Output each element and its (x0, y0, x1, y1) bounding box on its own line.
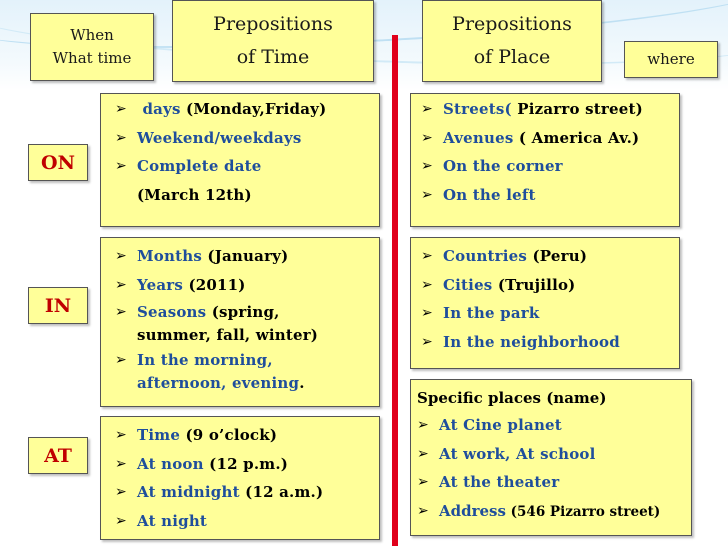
on-place-list (421, 95, 679, 209)
list-item: ➢ At noon (12 p.m.) (115, 450, 379, 479)
at-label-box (28, 437, 88, 474)
list-item: ➢ At the theater (417, 468, 691, 497)
list-item-continuation: afternoon, evening. (137, 374, 305, 392)
where-label: where (647, 50, 695, 68)
on-time-box (100, 93, 380, 227)
specific-places-title: Specific places (name) (417, 389, 607, 407)
header-place-line2: of Place (473, 46, 551, 68)
in-place-list (421, 242, 679, 356)
where-box (624, 41, 718, 78)
in-time-box (100, 237, 380, 407)
list-item: ➢ Cities (Trujillo) (421, 271, 679, 300)
at-label: AT (44, 444, 72, 467)
header-prepositions-of-place (422, 0, 602, 82)
at-time-list (115, 421, 379, 535)
list-item: ➢ On the left (421, 181, 679, 210)
in-label: IN (44, 294, 72, 317)
header-prepositions-of-time (172, 0, 374, 82)
list-item: ➢ Complete date (115, 152, 379, 181)
header-time-line2: of Time (236, 46, 310, 68)
list-item: ➢ Time (9 o’clock) (115, 421, 379, 450)
list-item: ➢ In the morning, (115, 349, 379, 372)
on-time-list (115, 95, 379, 209)
on-label: ON (41, 151, 75, 174)
header-place-line1: Prepositions (452, 13, 572, 35)
in-label-box (28, 287, 88, 324)
on-place-box (410, 93, 680, 227)
list-item: ➢ Years (2011) (115, 271, 379, 300)
list-item: ➢ Avenues ( America Av.) (421, 124, 679, 153)
list-item: ➢ Address (546 Pizarro street) (417, 497, 691, 527)
in-place-box (410, 237, 680, 369)
list-item: ➢ Streets( Pizarro street) (421, 95, 679, 124)
list-item-continuation: summer, fall, winter) (137, 326, 319, 344)
when-label: When (70, 26, 114, 44)
list-item: ➢ On the corner (421, 152, 679, 181)
when-what-time-box (30, 13, 154, 81)
on-label-box (28, 144, 88, 181)
at-place-box (410, 379, 692, 536)
list-item: ➢ Months (January) (115, 242, 379, 271)
list-item: ➢ days (Monday,Friday) (115, 95, 379, 124)
list-item: ➢ In the neighborhood (421, 328, 679, 357)
at-time-box (100, 416, 380, 540)
list-item: ➢ At midnight (12 a.m.) (115, 478, 379, 507)
in-time-list (115, 242, 379, 395)
list-item: ➢ At work, At school (417, 440, 691, 469)
red-divider-line (392, 35, 398, 546)
list-item: ➢ Weekend/weekdays (115, 124, 379, 153)
header-time-line1: Prepositions (213, 13, 333, 35)
list-item: ➢ Seasons (spring, (115, 301, 379, 324)
list-item: ➢ Countries (Peru) (421, 242, 679, 271)
list-item: ➢ In the park (421, 299, 679, 328)
list-item-continuation: (March 12th) (137, 185, 252, 204)
what-time-label: What time (52, 49, 132, 67)
list-item: ➢ At night (115, 507, 379, 536)
at-place-list (417, 411, 691, 526)
list-item: ➢ At Cine planet (417, 411, 691, 440)
